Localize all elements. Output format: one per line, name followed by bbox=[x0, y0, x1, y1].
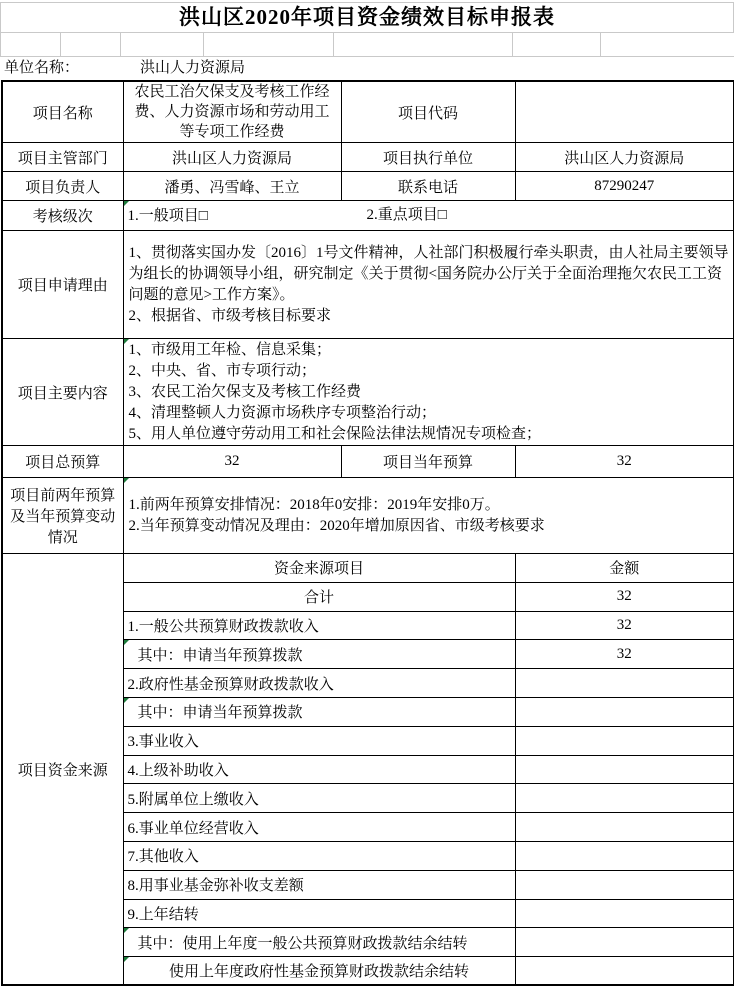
funding-item: 7.其他收入 bbox=[123, 841, 515, 870]
main-content-line: 3、农民工治欠保支及考核工作经费 bbox=[128, 383, 362, 400]
previous-budget-line: 1.前两年预算安排情况：2018年0安排：2019年安排0万。 bbox=[128, 496, 500, 513]
table-row bbox=[2, 172, 734, 201]
checkbox-general-project[interactable]: 1.一般项目□ bbox=[127, 207, 208, 224]
project-name-value[interactable]: 农民工治欠保支及考核工作经费、人力资源市场和劳动用工等专项工作经费 bbox=[123, 81, 341, 143]
funding-item bbox=[123, 640, 515, 669]
grid-cell bbox=[121, 32, 204, 57]
funding-item-text: 其中：使用上年度一般公共预算财政拨款结余结转 bbox=[137, 935, 468, 952]
funding-amount[interactable] bbox=[515, 841, 734, 870]
cell-corner-marker bbox=[124, 957, 129, 962]
grid-cell bbox=[61, 32, 121, 57]
cell-corner-marker bbox=[124, 339, 129, 344]
form-title: 洪山区2020年项目资金绩效目标申报表 bbox=[0, 2, 734, 33]
funding-item: 3.事业收入 bbox=[123, 726, 515, 755]
application-reason-label: 项目申请理由 bbox=[2, 231, 123, 339]
funding-amount[interactable] bbox=[515, 928, 734, 957]
unit-name-value[interactable]: 洪山人力资源局 bbox=[140, 60, 246, 76]
funding-amount[interactable] bbox=[515, 784, 734, 813]
main-content-line: 5、用人单位遵守劳动用工和社会保险法律法规情况专项检查； bbox=[128, 425, 542, 442]
project-code-value[interactable] bbox=[515, 81, 734, 143]
main-form-table bbox=[1, 80, 734, 986]
main-content-value[interactable] bbox=[123, 339, 734, 446]
cell-corner-marker bbox=[124, 640, 129, 645]
grid-cell bbox=[1, 32, 61, 57]
current-year-budget-label: 项目当年预算 bbox=[341, 446, 515, 478]
main-content-label: 项目主要内容 bbox=[2, 339, 123, 446]
executing-unit-label: 项目执行单位 bbox=[341, 143, 515, 172]
cell-corner-marker bbox=[124, 698, 129, 703]
contact-phone-label: 联系电话 bbox=[341, 172, 515, 201]
cell-corner-marker bbox=[124, 201, 129, 206]
table-row bbox=[2, 231, 734, 339]
project-code-label: 项目代码 bbox=[341, 81, 515, 143]
unit-name-row bbox=[0, 57, 734, 80]
checkbox-key-project[interactable]: 2.重点项目□ bbox=[366, 207, 447, 223]
funding-amount[interactable] bbox=[515, 899, 734, 928]
cell-corner-marker bbox=[124, 928, 129, 933]
funding-item-text: 其中：申请当年预算拨款 bbox=[137, 705, 303, 722]
funding-source-label: 项目资金来源 bbox=[2, 554, 123, 986]
table-row bbox=[2, 478, 734, 554]
assessment-level-options bbox=[123, 201, 734, 231]
funding-amount[interactable] bbox=[515, 870, 734, 899]
grid-cell bbox=[513, 32, 601, 57]
funding-item bbox=[123, 957, 515, 986]
previous-budget-line: 2.当年预算变动情况及理由：2020年增加原因省、市级考核要求 bbox=[128, 517, 545, 534]
empty-grid-row bbox=[0, 32, 734, 57]
supervisor-dept-value[interactable]: 洪山区人力资源局 bbox=[123, 143, 341, 172]
contact-phone-value[interactable]: 87290247 bbox=[515, 172, 734, 201]
grid-cell bbox=[204, 32, 334, 57]
funding-header-item: 资金来源项目 bbox=[123, 554, 515, 583]
funding-amount[interactable]: 32 bbox=[515, 611, 734, 640]
funding-item: 6.事业单位经营收入 bbox=[123, 813, 515, 842]
funding-amount[interactable]: 32 bbox=[515, 582, 734, 611]
funding-item: 合计 bbox=[123, 582, 515, 611]
grid-cell bbox=[601, 32, 734, 57]
table-row bbox=[2, 339, 734, 446]
funding-header-amount: 金额 bbox=[515, 554, 734, 583]
funding-amount[interactable] bbox=[515, 669, 734, 698]
project-leader-value[interactable]: 潘勇、冯雪峰、王立 bbox=[123, 172, 341, 201]
funding-amount[interactable] bbox=[515, 813, 734, 842]
table-row bbox=[2, 554, 734, 583]
unit-name-label: 单位名称： bbox=[4, 60, 80, 76]
main-content-line: 2、中央、省、市专项行动； bbox=[128, 362, 317, 379]
funding-amount[interactable] bbox=[515, 755, 734, 784]
application-reason-line: 2、根据省、市级考核目标要求 bbox=[128, 307, 332, 324]
previous-budget-label: 项目前两年预算及当年预算变动情况 bbox=[2, 478, 123, 554]
executing-unit-value[interactable]: 洪山区人力资源局 bbox=[515, 143, 734, 172]
previous-budget-value[interactable] bbox=[123, 478, 734, 554]
project-leader-label: 项目负责人 bbox=[2, 172, 123, 201]
supervisor-dept-label: 项目主管部门 bbox=[2, 143, 123, 172]
funding-item: 8.用事业基金弥补收支差额 bbox=[123, 870, 515, 899]
funding-amount[interactable] bbox=[515, 726, 734, 755]
funding-item: 4.上级补助收入 bbox=[123, 755, 515, 784]
funding-item-text: 其中：申请当年预算拨款 bbox=[137, 647, 303, 664]
funding-item: 2.政府性基金预算财政拨款收入 bbox=[123, 669, 515, 698]
funding-item: 9.上年结转 bbox=[123, 899, 515, 928]
table-row bbox=[2, 446, 734, 478]
grid-cell bbox=[334, 32, 513, 57]
funding-amount[interactable] bbox=[515, 697, 734, 726]
main-content-line: 4、清理整顿人力资源市场秩序专项整治行动； bbox=[128, 404, 437, 421]
table-row bbox=[2, 143, 734, 172]
funding-item-text: 使用上年度政府性基金预算财政拨款结余结转 bbox=[168, 964, 469, 981]
total-budget-label: 项目总预算 bbox=[2, 446, 123, 478]
funding-item bbox=[123, 697, 515, 726]
funding-amount[interactable]: 32 bbox=[515, 640, 734, 669]
main-content-line: 1、市级用工年检、信息采集； bbox=[128, 341, 332, 358]
application-reason-value[interactable] bbox=[123, 231, 734, 339]
assessment-level-label: 考核级次 bbox=[2, 201, 123, 231]
funding-item: 1.一般公共预算财政拨款收入 bbox=[123, 611, 515, 640]
funding-item bbox=[123, 928, 515, 957]
project-name-label: 项目名称 bbox=[2, 81, 123, 143]
application-reason-line: 1、贯彻落实国办发〔2016〕1号文件精神，人社部门积极履行牵头职责，由人社局主要领导为组长的协调领导小组，研究制定《关于贯彻<国务院办公厅关于全面治理拖欠农民工工资问题的意见>工作方案》。 bbox=[128, 244, 729, 303]
table-row bbox=[2, 201, 734, 231]
cell-corner-marker bbox=[124, 478, 129, 483]
total-budget-value[interactable]: 32 bbox=[123, 446, 341, 478]
funding-item: 5.附属单位上缴收入 bbox=[123, 784, 515, 813]
current-year-budget-value[interactable]: 32 bbox=[515, 446, 734, 478]
table-row bbox=[2, 81, 734, 143]
funding-amount[interactable] bbox=[515, 957, 734, 986]
